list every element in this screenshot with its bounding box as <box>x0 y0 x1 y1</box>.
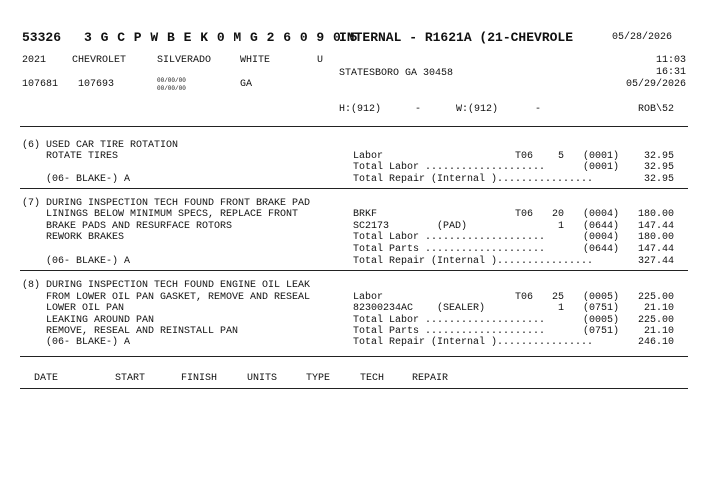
line-7-desc-3: BRAKE PADS AND RESURFACE ROTORS <box>22 221 233 232</box>
header-divider <box>20 126 688 127</box>
charge-amount: 147.44 <box>637 221 674 232</box>
time-in: 11:03 <box>655 55 686 66</box>
charge-label: Total Labor .................... <box>353 232 546 243</box>
charge-code: (0644) <box>583 244 620 255</box>
charge-code: (0751) <box>583 303 620 314</box>
col-tech: TECH <box>360 373 385 384</box>
line-7-desc-2: LININGS BELOW MINIMUM SPECS, REPLACE FRONT <box>22 209 299 220</box>
charge-label: Total Labor .................... <box>353 162 546 173</box>
charge-code: (0644) <box>583 221 620 232</box>
line-8-desc-5: REMOVE, RESEAL AND REINSTALL PAN <box>22 326 239 337</box>
charge-amount: 327.44 <box>637 256 674 267</box>
line-8-desc-1: (8) DURING INSPECTION TECH FOUND ENGINE OIL LEAK <box>22 280 311 291</box>
col-finish: FINISH <box>181 373 218 384</box>
col-date: DATE <box>34 373 59 384</box>
line-8-desc-2: FROM LOWER OIL PAN GASKET, REMOVE AND RESEAL <box>22 292 311 303</box>
charge-label: Labor <box>353 292 384 303</box>
line-6-tech: (06- BLAKE-) A <box>22 174 131 185</box>
line-divider <box>20 270 688 271</box>
charge-amount: 225.00 <box>637 315 674 326</box>
small-date-1: 00/00/00 <box>157 77 186 84</box>
charge-amount: 147.44 <box>637 244 674 255</box>
charge-amount: 32.95 <box>643 174 674 185</box>
charge-label: 82300234AC (SEALER) <box>353 303 486 314</box>
charge-amount: 32.95 <box>643 151 674 162</box>
charge-tech: T06 <box>515 292 534 303</box>
charge-hours: 20 <box>551 209 564 220</box>
charge-label: Labor <box>353 151 384 162</box>
charge-amount: 180.00 <box>637 209 674 220</box>
promised-date: 05/29/2026 <box>625 79 686 90</box>
mileage-in: 107681 <box>22 79 59 90</box>
line-divider <box>20 356 688 357</box>
charge-amount: 246.10 <box>637 337 674 348</box>
home-phone: H:(912) <box>339 104 382 115</box>
work-phone-dash: - <box>535 104 542 115</box>
charge-label: Total Repair (Internal )................ <box>353 337 594 348</box>
charge-code: (0005) <box>583 315 620 326</box>
charge-label: Total Parts .................... <box>353 244 546 255</box>
line-7-tech: (06- BLAKE-) A <box>22 256 131 267</box>
line-8-desc-4: LEAKING AROUND PAN <box>22 315 155 326</box>
col-type: TYPE <box>306 373 331 384</box>
charge-hours: 1 <box>557 303 564 314</box>
line-7-desc-4: REWORK BRAKES <box>22 232 125 243</box>
charge-amount: 32.95 <box>643 162 674 173</box>
charge-label: Total Parts .................... <box>353 326 546 337</box>
vehicle-year: 2021 <box>22 55 47 66</box>
vehicle-flag: U <box>317 55 324 66</box>
vehicle-model: SILVERADO <box>157 55 212 66</box>
document-date: 05/28/2026 <box>612 32 673 43</box>
line-6-desc-1: (6) USED CAR TIRE ROTATION <box>22 140 179 151</box>
mileage-out: 107693 <box>78 79 115 90</box>
ro-number: 53326 <box>22 30 62 45</box>
charge-code: (0001) <box>583 151 620 162</box>
charge-label: Total Repair (Internal )................ <box>353 174 594 185</box>
charge-hours: 5 <box>557 151 564 162</box>
charge-tech: T06 <box>515 209 534 220</box>
line-7-desc-1: (7) DURING INSPECTION TECH FOUND FRONT BRAKE PAD <box>22 198 311 209</box>
state: GA <box>240 79 253 90</box>
vin: 3 G C P W B E K 0 M G 2 6 0 9 0 5 <box>84 30 358 45</box>
vehicle-make: CHEVROLET <box>72 55 127 66</box>
col-start: START <box>115 373 146 384</box>
charge-hours: 1 <box>557 221 564 232</box>
charge-label: BRKF <box>353 209 378 220</box>
col-units: UNITS <box>247 373 278 384</box>
line-8-desc-3: LOWER OIL PAN <box>22 303 125 314</box>
col-repair: REPAIR <box>412 373 449 384</box>
vehicle-color: WHITE <box>240 55 271 66</box>
charge-code: (0001) <box>583 162 620 173</box>
time-out: 16:31 <box>655 67 686 78</box>
charge-code: (0005) <box>583 292 620 303</box>
charge-code: (0004) <box>583 209 620 220</box>
line-divider <box>20 188 688 189</box>
line-8-tech: (06- BLAKE-) A <box>22 337 131 348</box>
line-6-desc-2: ROTATE TIRES <box>22 151 119 162</box>
charge-code: (0751) <box>583 326 620 337</box>
document-title: INTERNAL - R1621A (21-CHEVROLE <box>339 30 574 45</box>
work-phone: W:(912) <box>456 104 499 115</box>
charge-tech: T06 <box>515 151 534 162</box>
charge-label: Total Repair (Internal )................ <box>353 256 594 267</box>
home-phone-dash: - <box>415 104 422 115</box>
small-date-2: 00/00/00 <box>157 85 186 92</box>
charge-amount: 225.00 <box>637 292 674 303</box>
charge-hours: 25 <box>551 292 564 303</box>
charge-amount: 21.10 <box>643 303 674 314</box>
charge-label: SC2173 (PAD) <box>353 221 468 232</box>
footer-divider <box>20 388 688 389</box>
charge-amount: 21.10 <box>643 326 674 337</box>
charge-label: Total Labor .................... <box>353 315 546 326</box>
charge-code: (0004) <box>583 232 620 243</box>
customer-address: STATESBORO GA 30458 <box>339 68 454 79</box>
charge-amount: 180.00 <box>637 232 674 243</box>
service-writer: ROB\52 <box>637 104 674 115</box>
